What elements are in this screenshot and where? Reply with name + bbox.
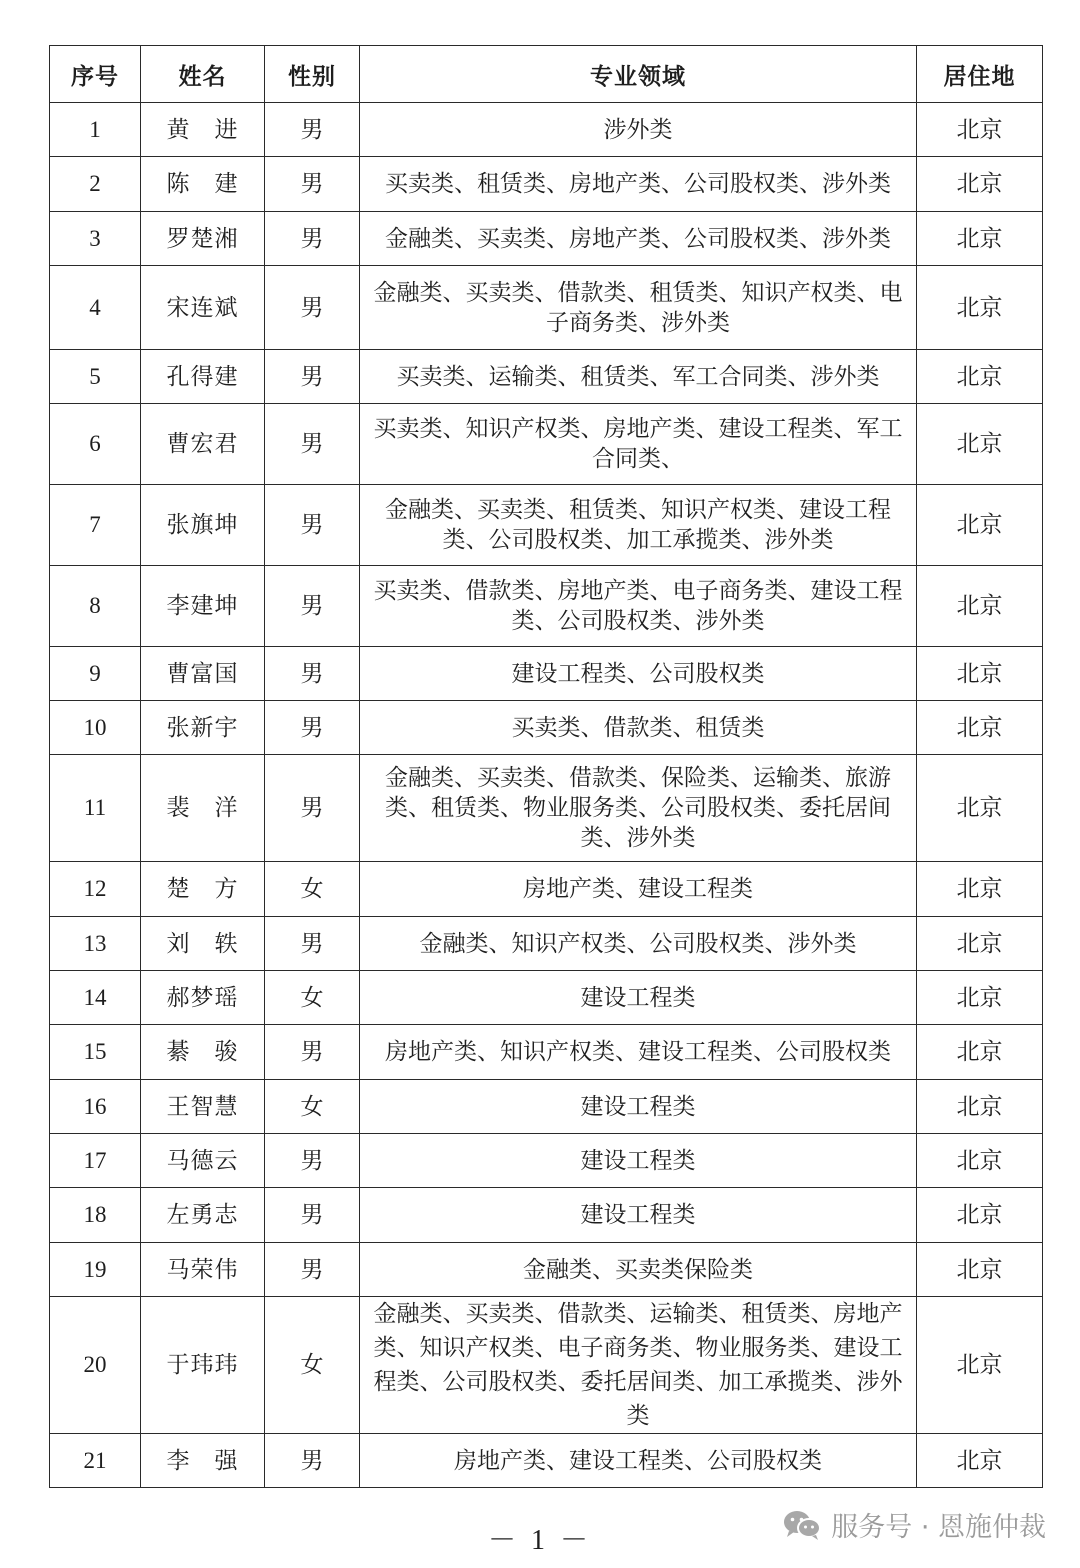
table-row: [50, 1434, 1043, 1488]
cell-residence: 北京: [917, 701, 1043, 755]
cell-residence: 北京: [917, 485, 1043, 566]
cell-residence: 北京: [917, 862, 1043, 917]
cell-gender: 男: [265, 701, 360, 755]
cell-name: 于玮玮: [141, 1297, 265, 1434]
cell-residence: 北京: [917, 1188, 1043, 1243]
cell-index: 4: [50, 266, 141, 350]
cell-name: 左勇志: [141, 1188, 265, 1243]
cell-gender: 男: [265, 157, 360, 212]
cell-gender: 男: [265, 1243, 360, 1297]
cell-gender: 女: [265, 1080, 360, 1134]
cell-name: 张旗坤: [141, 485, 265, 566]
cell-index: 10: [50, 701, 141, 755]
cell-field: 金融类、买卖类、租赁类、知识产权类、建设工程类、公司股权类、加工承揽类、涉外类: [360, 485, 917, 566]
header-field: 专业领域: [360, 46, 917, 103]
cell-index: 13: [50, 917, 141, 971]
cell-index: 1: [50, 103, 141, 157]
cell-gender: 男: [265, 647, 360, 701]
wechat-icon: [783, 1509, 821, 1541]
cell-index: 21: [50, 1434, 141, 1488]
watermark-text: 服务号 · 恩施仲裁: [831, 1512, 1046, 1543]
cell-name: 黄 进: [141, 103, 265, 157]
cell-name: 裴 洋: [141, 755, 265, 862]
table-row: [50, 103, 1043, 157]
cell-index: 3: [50, 212, 141, 266]
table-row: [50, 404, 1043, 485]
cell-gender: 男: [265, 404, 360, 485]
cell-index: 16: [50, 1080, 141, 1134]
cell-field: 建设工程类: [360, 971, 917, 1025]
cell-field: 金融类、买卖类保险类: [360, 1243, 917, 1297]
cell-gender: 男: [265, 1025, 360, 1080]
table-row: [50, 862, 1043, 917]
cell-index: 15: [50, 1025, 141, 1080]
cell-index: 2: [50, 157, 141, 212]
cell-index: 19: [50, 1243, 141, 1297]
cell-residence: 北京: [917, 566, 1043, 647]
cell-field: 建设工程类: [360, 1134, 917, 1188]
cell-name: 孔得建: [141, 350, 265, 404]
table-row: [50, 755, 1043, 862]
cell-index: 14: [50, 971, 141, 1025]
cell-field: 金融类、买卖类、借款类、保险类、运输类、旅游类、租赁类、物业服务类、公司股权类、委托居间类、涉外类: [360, 755, 917, 862]
cell-gender: 男: [265, 1188, 360, 1243]
cell-name: 楚 方: [141, 862, 265, 917]
cell-gender: 男: [265, 103, 360, 157]
cell-residence: 北京: [917, 212, 1043, 266]
cell-name: 宋连斌: [141, 266, 265, 350]
cell-gender: 男: [265, 485, 360, 566]
cell-gender: 男: [265, 1134, 360, 1188]
table-row: [50, 1243, 1043, 1297]
cell-gender: 男: [265, 1434, 360, 1488]
cell-gender: 男: [265, 266, 360, 350]
cell-index: 20: [50, 1297, 141, 1434]
table-row: [50, 1025, 1043, 1080]
cell-residence: 北京: [917, 1134, 1043, 1188]
table-row: [50, 566, 1043, 647]
cell-name: 罗楚湘: [141, 212, 265, 266]
watermark: [783, 1505, 1046, 1544]
cell-field: 买卖类、借款类、房地产类、电子商务类、建设工程类、公司股权类、涉外类: [360, 566, 917, 647]
cell-field: 房地产类、建设工程类: [360, 862, 917, 917]
table-row: [50, 1188, 1043, 1243]
cell-index: 8: [50, 566, 141, 647]
table-row: [50, 157, 1043, 212]
cell-gender: 女: [265, 862, 360, 917]
cell-name: 李 强: [141, 1434, 265, 1488]
cell-residence: 北京: [917, 971, 1043, 1025]
cell-name: 王智慧: [141, 1080, 265, 1134]
cell-residence: 北京: [917, 404, 1043, 485]
cell-gender: 男: [265, 755, 360, 862]
cell-name: 郝梦瑶: [141, 971, 265, 1025]
cell-gender: 女: [265, 1297, 360, 1434]
table-row: [50, 647, 1043, 701]
cell-gender: 男: [265, 212, 360, 266]
cell-index: 12: [50, 862, 141, 917]
cell-field: 金融类、买卖类、借款类、运输类、租赁类、房地产类、知识产权类、电子商务类、物业服务类、建设工程类、公司股权类、委托居间类、加工承揽类、涉外类: [360, 1297, 917, 1434]
cell-residence: 北京: [917, 1080, 1043, 1134]
header-residence: 居住地: [917, 46, 1043, 103]
table-row: [50, 1080, 1043, 1134]
cell-name: 马荣伟: [141, 1243, 265, 1297]
cell-name: 刘 轶: [141, 917, 265, 971]
header-name: 姓名: [141, 46, 265, 103]
cell-index: 5: [50, 350, 141, 404]
cell-field: 金融类、知识产权类、公司股权类、涉外类: [360, 917, 917, 971]
cell-residence: 北京: [917, 103, 1043, 157]
cell-field: 建设工程类: [360, 1188, 917, 1243]
cell-name: 綦 骏: [141, 1025, 265, 1080]
cell-name: 曹宏君: [141, 404, 265, 485]
cell-gender: 男: [265, 566, 360, 647]
table-row: [50, 212, 1043, 266]
cell-name: 马德云: [141, 1134, 265, 1188]
cell-residence: 北京: [917, 350, 1043, 404]
cell-index: 18: [50, 1188, 141, 1243]
cell-field: 买卖类、租赁类、房地产类、公司股权类、涉外类: [360, 157, 917, 212]
cell-index: 6: [50, 404, 141, 485]
cell-name: 陈 建: [141, 157, 265, 212]
page-number: － 1 －: [487, 1525, 592, 1556]
cell-gender: 男: [265, 350, 360, 404]
cell-residence: 北京: [917, 1434, 1043, 1488]
table-row: [50, 266, 1043, 350]
cell-field: 金融类、买卖类、借款类、租赁类、知识产权类、电子商务类、涉外类: [360, 266, 917, 350]
table-row: [50, 917, 1043, 971]
cell-field: 涉外类: [360, 103, 917, 157]
header-index: 序号: [50, 46, 141, 103]
arbitrator-table: [49, 45, 1043, 1488]
cell-name: 李建坤: [141, 566, 265, 647]
cell-residence: 北京: [917, 1243, 1043, 1297]
table-header-row: [50, 46, 1043, 103]
cell-field: 房地产类、知识产权类、建设工程类、公司股权类: [360, 1025, 917, 1080]
table-row: [50, 1134, 1043, 1188]
cell-residence: 北京: [917, 647, 1043, 701]
cell-index: 17: [50, 1134, 141, 1188]
cell-residence: 北京: [917, 917, 1043, 971]
table-row: [50, 485, 1043, 566]
cell-index: 11: [50, 755, 141, 862]
cell-residence: 北京: [917, 1297, 1043, 1434]
cell-residence: 北京: [917, 266, 1043, 350]
cell-index: 9: [50, 647, 141, 701]
cell-field: 买卖类、运输类、租赁类、军工合同类、涉外类: [360, 350, 917, 404]
cell-field: 建设工程类: [360, 1080, 917, 1134]
cell-field: 买卖类、知识产权类、房地产类、建设工程类、军工合同类、: [360, 404, 917, 485]
cell-field: 买卖类、借款类、租赁类: [360, 701, 917, 755]
cell-residence: 北京: [917, 1025, 1043, 1080]
cell-name: 曹富国: [141, 647, 265, 701]
cell-residence: 北京: [917, 755, 1043, 862]
cell-field: 建设工程类、公司股权类: [360, 647, 917, 701]
cell-residence: 北京: [917, 157, 1043, 212]
cell-gender: 男: [265, 917, 360, 971]
table-row: [50, 701, 1043, 755]
cell-gender: 女: [265, 971, 360, 1025]
cell-field: 金融类、买卖类、房地产类、公司股权类、涉外类: [360, 212, 917, 266]
header-gender: 性别: [265, 46, 360, 103]
table-row: [50, 971, 1043, 1025]
table-row: [50, 1297, 1043, 1434]
table-row: [50, 350, 1043, 404]
cell-name: 张新宇: [141, 701, 265, 755]
cell-index: 7: [50, 485, 141, 566]
cell-field: 房地产类、建设工程类、公司股权类: [360, 1434, 917, 1488]
